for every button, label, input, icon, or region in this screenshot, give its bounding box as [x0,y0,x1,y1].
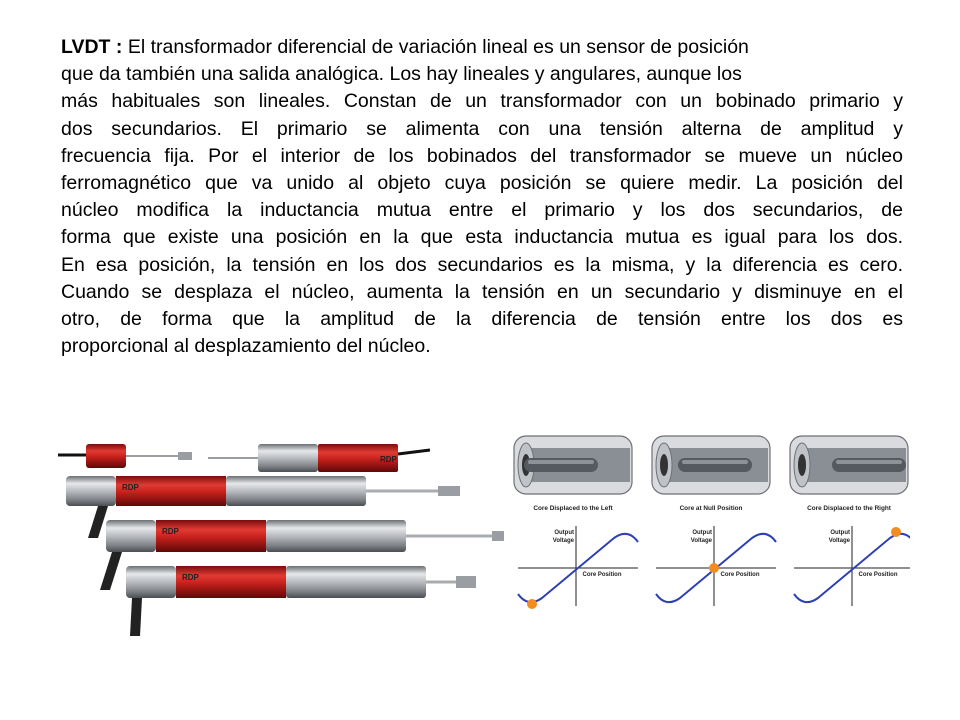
text-line-2: que da también una salida analógica. Los hay lineales y angulares, aunque los [61,63,742,86]
text-line-7: núcleo modifica la inductancia mutua entre el primario y los dos secundarios, de [61,199,903,222]
text-line-1: LVDT : El transformador diferencial de variación lineal es un sensor de posición [61,36,749,58]
y-axis-label: Output [830,530,850,536]
x-axis-label: Core Position [582,572,622,578]
panel-caption: Core Displaced to the Right [807,505,891,512]
text-line-4: dos secundarios. El primario se alimenta con una tensión alterna de amplitud y [61,117,903,140]
text-line-12: proporcional al desplazamiento del núcleo. [61,335,431,358]
x-axis-label: Core Position [720,572,760,578]
coil-bore [798,454,806,476]
operating-point-marker [709,563,719,573]
text-line-8: forma que existe una posición en la que esta inductancia mutua es igual para los dos. [61,226,903,249]
panel-caption: Core Displaced to the Left [533,505,613,512]
sensor-small-top [58,444,430,472]
y-axis-label: Output [692,530,712,536]
lvdt-sensors-photo [58,430,508,640]
text-line-3: más habituales son lineales. Constan de un transformador con un bobinado primario y [61,90,903,113]
y-axis-label: Output [554,530,574,536]
text-line-6: ferromagnético que va unido al objeto cuya posición se quiere medir. La posición del [61,172,903,195]
y-axis-label: Voltage [552,538,574,544]
diagram-panel-2 [652,436,776,606]
core-highlight [528,460,594,464]
operating-point-marker [891,527,901,537]
text-line-11: otro, de forma que la amplitud de la diferencia de tensión entre los dos es [61,308,903,331]
operating-point-marker [527,599,537,609]
text-line-9: En esa posición, la tensión en los dos secundarios es la misma, y la diferencia es cero. [61,253,903,276]
lvdt-term: LVDT : [61,36,123,58]
sensor-4 [126,566,476,636]
text-line-10: Cuando se desplaza el núcleo, aumenta la tensión en un secundario y disminuye en el [61,280,903,303]
core-highlight [836,460,902,464]
diagram-panel-3 [790,436,910,606]
x-axis-label: Core Position [858,572,898,578]
text-line-5: frecuencia fija. Por el interior de los bobinados del transformador se mueve un núcleo [61,144,903,167]
sensor-label-4: RDP [182,573,199,582]
lvdt-operation-diagram [510,430,910,610]
sensor-label-1: RDP [380,455,397,464]
sensor-label-3: RDP [162,527,179,536]
diagram-panel-1 [514,436,638,609]
core-highlight [682,460,748,464]
panel-caption: Core at Null Position [679,505,743,512]
y-axis-label: Voltage [828,538,850,544]
sensor-label-2: RDP [122,483,139,492]
lvdt-description [61,34,903,360]
coil-bore [660,454,668,476]
y-axis-label: Voltage [690,538,712,544]
